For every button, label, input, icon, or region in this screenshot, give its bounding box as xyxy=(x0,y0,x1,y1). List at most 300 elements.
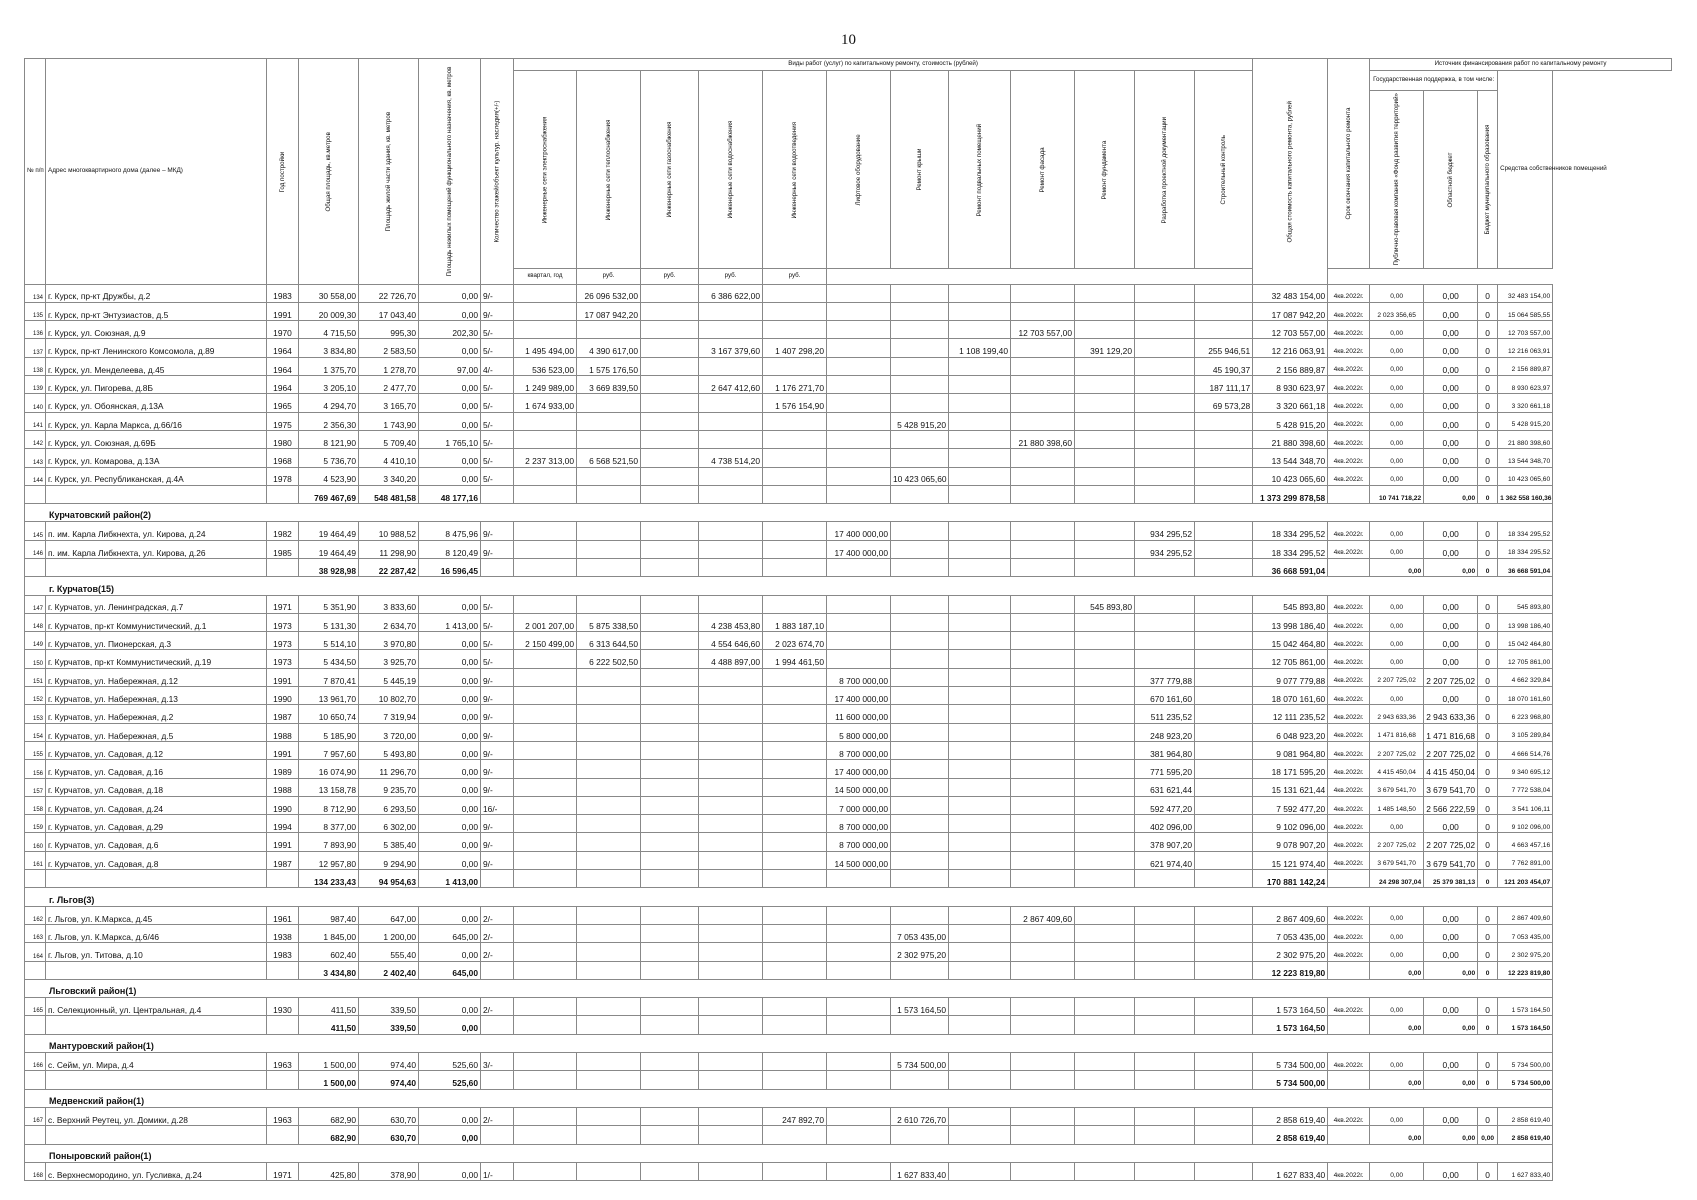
row-nonres-area: 0,00 xyxy=(419,778,481,796)
row-work-cost-w2: 3 669 839,50 xyxy=(577,376,641,394)
row-work-cost-w3 xyxy=(641,998,699,1016)
row-work-cost-w12 xyxy=(1195,430,1253,448)
cell-empty xyxy=(1011,1071,1075,1089)
col-fund-header: Публично-правовая компания «Фонд развития территорий» xyxy=(1370,91,1424,269)
row-work-cost-w5 xyxy=(763,357,827,375)
row-work-cost-w8 xyxy=(949,1162,1011,1180)
row-work-cost-w1 xyxy=(514,760,577,778)
row-nonres-area: 0,00 xyxy=(419,449,481,467)
cell-empty xyxy=(577,1071,641,1089)
row-address: г. Льгов, ул. К.Маркса, д.6/46 xyxy=(46,924,267,942)
row-work-cost-w4 xyxy=(699,357,763,375)
row-total-cost: 32 483 154,00 xyxy=(1253,284,1328,302)
row-work-cost-w12: 187 111,17 xyxy=(1195,376,1253,394)
row-number: 141 xyxy=(25,412,46,430)
row-work-cost-w1 xyxy=(514,668,577,686)
row-work-cost-w7 xyxy=(891,449,949,467)
subtotal-owners: 1 362 558 160,36 xyxy=(1498,485,1553,503)
row-living-area: 3 833,60 xyxy=(359,595,419,613)
row-term: 4кв.2022г. xyxy=(1328,412,1370,430)
row-work-cost-w6: 14 500 000,00 xyxy=(827,778,891,796)
row-work-cost-w6: 17 400 000,00 xyxy=(827,687,891,705)
row-work-cost-w12 xyxy=(1195,1053,1253,1071)
row-floors: 9/- xyxy=(481,705,514,723)
row-nonres-area: 1 413,00 xyxy=(419,613,481,631)
row-work-cost-w8 xyxy=(949,741,1011,759)
row-total-cost: 18 070 161,60 xyxy=(1253,687,1328,705)
row-work-cost-w12 xyxy=(1195,1162,1253,1180)
row-floors: 9/- xyxy=(481,723,514,741)
row-work-cost-w4 xyxy=(699,430,763,448)
row-work-cost-w12 xyxy=(1195,741,1253,759)
cell-empty xyxy=(514,485,577,503)
row-work-cost-w6 xyxy=(827,394,891,412)
row-total-area: 425,80 xyxy=(299,1162,359,1180)
row-work-cost-w3 xyxy=(641,668,699,686)
row-work-cost-w8 xyxy=(949,412,1011,430)
row-work-cost-w11 xyxy=(1135,650,1195,668)
row-fund: 0,00 xyxy=(1370,1053,1424,1071)
row-work-cost-w1 xyxy=(514,778,577,796)
row-regional: 0,00 xyxy=(1424,302,1478,320)
row-work-cost-w11 xyxy=(1135,1162,1195,1180)
row-work-cost-w5 xyxy=(763,741,827,759)
row-work-cost-w5 xyxy=(763,321,827,339)
row-number: 148 xyxy=(25,613,46,631)
row-work-cost-w10 xyxy=(1075,815,1135,833)
row-address: г. Курск, ул. Республиканская, д.4А xyxy=(46,467,267,485)
row-floors: 5/- xyxy=(481,321,514,339)
row-regional: 1 471 816,68 xyxy=(1424,723,1478,741)
row-work-cost-w10 xyxy=(1075,1162,1135,1180)
row-floors: 3/- xyxy=(481,1053,514,1071)
row-work-cost-w10 xyxy=(1075,943,1135,961)
cell-empty xyxy=(1195,559,1253,577)
cell-empty xyxy=(267,485,299,503)
row-work-cost-w1 xyxy=(514,815,577,833)
row-work-cost-w8 xyxy=(949,998,1011,1016)
row-total-area: 682,90 xyxy=(299,1107,359,1125)
row-fund: 1 471 816,68 xyxy=(1370,723,1424,741)
row-work-cost-w8 xyxy=(949,394,1011,412)
row-regional: 0,00 xyxy=(1424,613,1478,631)
table-row xyxy=(25,412,1672,430)
row-work-cost-w4 xyxy=(699,687,763,705)
row-work-cost-w1 xyxy=(514,998,577,1016)
cell-empty xyxy=(1195,1016,1253,1034)
works-group-header: Виды работ (услуг) по капитальному ремонту, стоимость (рублей) xyxy=(514,59,1253,71)
row-total-area: 13 158,78 xyxy=(299,778,359,796)
row-fund: 0,00 xyxy=(1370,943,1424,961)
subtotal-cost: 12 223 819,80 xyxy=(1253,961,1328,979)
cell-empty xyxy=(891,961,949,979)
table-row xyxy=(25,613,1672,631)
table-row xyxy=(25,705,1672,723)
row-work-cost-w10 xyxy=(1075,632,1135,650)
row-municipal: 0 xyxy=(1478,1053,1498,1071)
row-work-cost-w5 xyxy=(763,687,827,705)
row-regional: 0,00 xyxy=(1424,376,1478,394)
row-work-cost-w6 xyxy=(827,1053,891,1071)
row-total-area: 7 957,60 xyxy=(299,741,359,759)
row-floors: 9/- xyxy=(481,687,514,705)
row-work-cost-w4 xyxy=(699,723,763,741)
row-owners: 2 156 889,87 xyxy=(1498,357,1553,375)
row-floors: 9/- xyxy=(481,668,514,686)
row-total-cost: 12 111 235,52 xyxy=(1253,705,1328,723)
row-address: г. Курчатов, ул. Садовая, д.6 xyxy=(46,833,267,851)
subtotal-total-area: 411,50 xyxy=(299,1016,359,1034)
row-work-cost-w2 xyxy=(577,741,641,759)
row-work-cost-w9: 21 880 398,60 xyxy=(1011,430,1075,448)
row-year: 1973 xyxy=(267,632,299,650)
row-work-cost-w7 xyxy=(891,705,949,723)
row-total-area: 19 464,49 xyxy=(299,522,359,540)
row-work-cost-w4: 4 488 897,00 xyxy=(699,650,763,668)
row-work-cost-w5 xyxy=(763,924,827,942)
row-work-cost-w5 xyxy=(763,998,827,1016)
row-total-area: 1 375,70 xyxy=(299,357,359,375)
subtotal-regional: 0,00 xyxy=(1424,559,1478,577)
cell-empty xyxy=(1135,1016,1195,1034)
row-fund: 0,00 xyxy=(1370,650,1424,668)
row-work-cost-w1 xyxy=(514,851,577,869)
row-work-cost-w4 xyxy=(699,522,763,540)
row-total-cost: 12 705 861,00 xyxy=(1253,650,1328,668)
row-work-cost-w6 xyxy=(827,1107,891,1125)
row-total-area: 1 500,00 xyxy=(299,1053,359,1071)
row-year: 1964 xyxy=(267,339,299,357)
row-work-cost-w3 xyxy=(641,1107,699,1125)
row-work-cost-w1 xyxy=(514,650,577,668)
district-group-row xyxy=(25,1034,1672,1052)
row-fund: 0,00 xyxy=(1370,357,1424,375)
row-work-cost-w5 xyxy=(763,815,827,833)
row-work-cost-w9 xyxy=(1011,760,1075,778)
row-address: г. Курск, ул. Союзная, д.69Б xyxy=(46,430,267,448)
row-year: 1938 xyxy=(267,924,299,942)
row-work-cost-w4 xyxy=(699,833,763,851)
row-address: с. Верхнесмородино, ул. Гусливка, д.24 xyxy=(46,1162,267,1180)
row-work-cost-w8 xyxy=(949,522,1011,540)
row-fund: 0,00 xyxy=(1370,376,1424,394)
row-work-cost-w9 xyxy=(1011,449,1075,467)
row-work-cost-w7: 1 573 164,50 xyxy=(891,998,949,1016)
row-work-cost-w2 xyxy=(577,851,641,869)
row-floors: 9/- xyxy=(481,540,514,558)
row-year: 1983 xyxy=(267,943,299,961)
row-work-cost-w10 xyxy=(1075,851,1135,869)
subtotal-row xyxy=(25,1126,1672,1144)
row-fund: 0,00 xyxy=(1370,394,1424,412)
subtotal-living-area: 94 954,63 xyxy=(359,870,419,888)
table-row xyxy=(25,1053,1672,1071)
row-owners: 8 930 623,97 xyxy=(1498,376,1553,394)
row-living-area: 3 340,20 xyxy=(359,467,419,485)
cell-empty xyxy=(699,1071,763,1089)
row-work-cost-w5: 247 892,70 xyxy=(763,1107,827,1125)
row-total-area: 19 464,49 xyxy=(299,540,359,558)
row-work-cost-w5: 2 023 674,70 xyxy=(763,632,827,650)
row-term: 4кв.2022г. xyxy=(1328,924,1370,942)
row-owners: 13 544 348,70 xyxy=(1498,449,1553,467)
row-nonres-area: 0,00 xyxy=(419,687,481,705)
row-work-cost-w4 xyxy=(699,412,763,430)
row-number: 147 xyxy=(25,595,46,613)
row-work-cost-w9 xyxy=(1011,650,1075,668)
row-term: 4кв.2022г. xyxy=(1328,741,1370,759)
cell-empty xyxy=(1011,1126,1075,1144)
row-work-cost-w2: 6 568 521,50 xyxy=(577,449,641,467)
row-year: 1963 xyxy=(267,1107,299,1125)
row-total-cost: 21 880 398,60 xyxy=(1253,430,1328,448)
row-number: 149 xyxy=(25,632,46,650)
cell-empty xyxy=(827,1016,891,1034)
row-work-cost-w4 xyxy=(699,321,763,339)
cell-empty xyxy=(641,485,699,503)
row-work-cost-w2 xyxy=(577,1053,641,1071)
row-work-cost-w12 xyxy=(1195,467,1253,485)
row-municipal: 0 xyxy=(1478,851,1498,869)
row-work-cost-w5 xyxy=(763,668,827,686)
row-work-cost-w11 xyxy=(1135,321,1195,339)
row-work-cost-w5 xyxy=(763,430,827,448)
row-number: 145 xyxy=(25,522,46,540)
row-term: 4кв.2022г. xyxy=(1328,705,1370,723)
col-regional-budget-header: Областной бюджет xyxy=(1424,91,1478,269)
row-owners: 15 042 464,80 xyxy=(1498,632,1553,650)
row-municipal: 0 xyxy=(1478,595,1498,613)
finance-group-header: Источник финансирования работ по капитальному ремонту xyxy=(1370,59,1672,71)
row-work-cost-w8 xyxy=(949,687,1011,705)
cell-empty xyxy=(1135,1071,1195,1089)
row-owners: 2 302 975,20 xyxy=(1498,943,1553,961)
row-work-cost-w1 xyxy=(514,741,577,759)
cell-empty xyxy=(46,1071,267,1089)
row-number: 166 xyxy=(25,1053,46,1071)
row-year: 1991 xyxy=(267,741,299,759)
row-total-cost: 8 930 623,97 xyxy=(1253,376,1328,394)
row-nonres-area: 0,00 xyxy=(419,741,481,759)
cell-empty xyxy=(1075,1016,1135,1034)
row-work-cost-w4: 4 738 514,20 xyxy=(699,449,763,467)
row-living-area: 2 634,70 xyxy=(359,613,419,631)
col-lift-header: Лифтовое оборудование xyxy=(827,71,891,269)
row-nonres-area: 645,00 xyxy=(419,924,481,942)
row-floors: 2/- xyxy=(481,1107,514,1125)
row-work-cost-w9 xyxy=(1011,412,1075,430)
row-work-cost-w4 xyxy=(699,467,763,485)
row-total-cost: 5 428 915,20 xyxy=(1253,412,1328,430)
row-work-cost-w4: 2 647 412,60 xyxy=(699,376,763,394)
row-work-cost-w11 xyxy=(1135,943,1195,961)
row-work-cost-w7 xyxy=(891,394,949,412)
row-regional: 0,00 xyxy=(1424,449,1478,467)
row-work-cost-w11 xyxy=(1135,924,1195,942)
row-work-cost-w4 xyxy=(699,540,763,558)
cell-empty xyxy=(641,1071,699,1089)
row-work-cost-w3 xyxy=(641,851,699,869)
row-living-area: 5 709,40 xyxy=(359,430,419,448)
table-row xyxy=(25,778,1672,796)
cell-empty xyxy=(763,1071,827,1089)
row-regional: 0,00 xyxy=(1424,412,1478,430)
row-fund: 0,00 xyxy=(1370,632,1424,650)
row-nonres-area: 0,00 xyxy=(419,796,481,814)
table-row xyxy=(25,1107,1672,1125)
row-floors: 9/- xyxy=(481,815,514,833)
cell-empty xyxy=(641,870,699,888)
row-term: 4кв.2022г. xyxy=(1328,668,1370,686)
row-work-cost-w8 xyxy=(949,632,1011,650)
subtotal-fund: 0,00 xyxy=(1370,559,1424,577)
row-owners: 1 627 833,40 xyxy=(1498,1162,1553,1180)
row-work-cost-w10 xyxy=(1075,705,1135,723)
cell-empty xyxy=(641,1016,699,1034)
cell-empty xyxy=(891,1016,949,1034)
row-work-cost-w2 xyxy=(577,522,641,540)
row-work-cost-w10 xyxy=(1075,321,1135,339)
row-work-cost-w3 xyxy=(641,449,699,467)
row-nonres-area: 0,00 xyxy=(419,943,481,961)
row-work-cost-w4: 4 238 453,80 xyxy=(699,613,763,631)
row-work-cost-w2 xyxy=(577,924,641,942)
row-number: 136 xyxy=(25,321,46,339)
row-address: г. Курск, пр-кт Дружбы, д.2 xyxy=(46,284,267,302)
cell-empty xyxy=(481,870,514,888)
row-total-cost: 18 334 295,52 xyxy=(1253,540,1328,558)
row-work-cost-w3 xyxy=(641,357,699,375)
row-term: 4кв.2022г. xyxy=(1328,321,1370,339)
cell-empty xyxy=(1011,961,1075,979)
row-address: г. Курск, пр-кт Энтузиастов, д.5 xyxy=(46,302,267,320)
col-water-header: Инженерные сети водоснабжения xyxy=(699,71,763,269)
cell-empty xyxy=(25,1126,46,1144)
unit-rub: руб. xyxy=(641,268,699,284)
row-work-cost-w10 xyxy=(1075,376,1135,394)
row-floors: 9/- xyxy=(481,522,514,540)
row-year: 1980 xyxy=(267,430,299,448)
row-fund: 0,00 xyxy=(1370,284,1424,302)
row-work-cost-w9 xyxy=(1011,943,1075,961)
row-regional: 3 679 541,70 xyxy=(1424,778,1478,796)
unit-rub: руб. xyxy=(577,268,641,284)
row-year: 1987 xyxy=(267,705,299,723)
subtotal-living-area: 22 287,42 xyxy=(359,559,419,577)
row-work-cost-w12 xyxy=(1195,540,1253,558)
row-work-cost-w2 xyxy=(577,833,641,851)
row-year: 1971 xyxy=(267,1162,299,1180)
row-work-cost-w10 xyxy=(1075,412,1135,430)
row-nonres-area: 0,00 xyxy=(419,376,481,394)
row-year: 1988 xyxy=(267,778,299,796)
row-address: г. Курск, ул. Пигорева, д.8Б xyxy=(46,376,267,394)
cell-empty xyxy=(1135,870,1195,888)
row-number: 143 xyxy=(25,449,46,467)
row-work-cost-w6 xyxy=(827,1162,891,1180)
row-work-cost-w12 xyxy=(1195,906,1253,924)
row-year: 1994 xyxy=(267,815,299,833)
row-work-cost-w2 xyxy=(577,1162,641,1180)
cell-empty xyxy=(1075,559,1135,577)
row-nonres-area: 0,00 xyxy=(419,467,481,485)
row-number: 150 xyxy=(25,650,46,668)
row-work-cost-w10 xyxy=(1075,723,1135,741)
row-work-cost-w3 xyxy=(641,339,699,357)
subtotal-total-area: 3 434,80 xyxy=(299,961,359,979)
row-work-cost-w3 xyxy=(641,613,699,631)
row-total-cost: 7 053 435,00 xyxy=(1253,924,1328,942)
row-work-cost-w3 xyxy=(641,540,699,558)
row-work-cost-w9 xyxy=(1011,284,1075,302)
row-work-cost-w5: 1 407 298,20 xyxy=(763,339,827,357)
row-term: 4кв.2022г. xyxy=(1328,760,1370,778)
row-work-cost-w7: 5 734 500,00 xyxy=(891,1053,949,1071)
row-work-cost-w8 xyxy=(949,1053,1011,1071)
subtotal-nonres-area: 16 596,45 xyxy=(419,559,481,577)
cell-empty xyxy=(514,870,577,888)
row-year: 1991 xyxy=(267,833,299,851)
cell-empty xyxy=(1011,485,1075,503)
capital-repair-table xyxy=(24,58,1672,1181)
district-name: г. Курчатов(15) xyxy=(25,577,1553,595)
row-address: г. Курск, ул. Карла Маркса, д.66/16 xyxy=(46,412,267,430)
row-work-cost-w3 xyxy=(641,1053,699,1071)
cell-empty xyxy=(481,559,514,577)
row-total-cost: 2 302 975,20 xyxy=(1253,943,1328,961)
row-term: 4кв.2022г. xyxy=(1328,796,1370,814)
row-work-cost-w5: 1 576 154,90 xyxy=(763,394,827,412)
row-nonres-area: 0,00 xyxy=(419,851,481,869)
cell-empty xyxy=(267,559,299,577)
row-work-cost-w10 xyxy=(1075,540,1135,558)
row-municipal: 0 xyxy=(1478,668,1498,686)
row-work-cost-w10 xyxy=(1075,613,1135,631)
table-row xyxy=(25,376,1672,394)
row-regional: 0,00 xyxy=(1424,906,1478,924)
row-number: 156 xyxy=(25,760,46,778)
row-work-cost-w8 xyxy=(949,376,1011,394)
row-work-cost-w11 xyxy=(1135,449,1195,467)
cell-empty xyxy=(641,559,699,577)
cell-empty xyxy=(891,1071,949,1089)
row-work-cost-w12 xyxy=(1195,851,1253,869)
row-floors: 1/- xyxy=(481,1162,514,1180)
row-living-area: 9 235,70 xyxy=(359,778,419,796)
district-group-row xyxy=(25,1144,1672,1162)
row-work-cost-w9 xyxy=(1011,705,1075,723)
row-work-cost-w11 xyxy=(1135,906,1195,924)
row-total-area: 4 523,90 xyxy=(299,467,359,485)
subtotal-total-area: 682,90 xyxy=(299,1126,359,1144)
row-number: 142 xyxy=(25,430,46,448)
row-work-cost-w10 xyxy=(1075,668,1135,686)
cell-empty xyxy=(891,485,949,503)
subtotal-cost: 36 668 591,04 xyxy=(1253,559,1328,577)
row-owners: 4 666 514,76 xyxy=(1498,741,1553,759)
cell-empty xyxy=(1011,870,1075,888)
row-work-cost-w5 xyxy=(763,412,827,430)
subtotal-row xyxy=(25,1016,1672,1034)
row-total-cost: 9 078 907,20 xyxy=(1253,833,1328,851)
row-address: г. Курчатов, ул. Набережная, д.2 xyxy=(46,705,267,723)
row-work-cost-w8 xyxy=(949,613,1011,631)
row-term: 4кв.2022г. xyxy=(1328,687,1370,705)
row-work-cost-w2: 17 087 942,20 xyxy=(577,302,641,320)
row-work-cost-w6 xyxy=(827,632,891,650)
row-work-cost-w10 xyxy=(1075,302,1135,320)
row-work-cost-w9 xyxy=(1011,339,1075,357)
